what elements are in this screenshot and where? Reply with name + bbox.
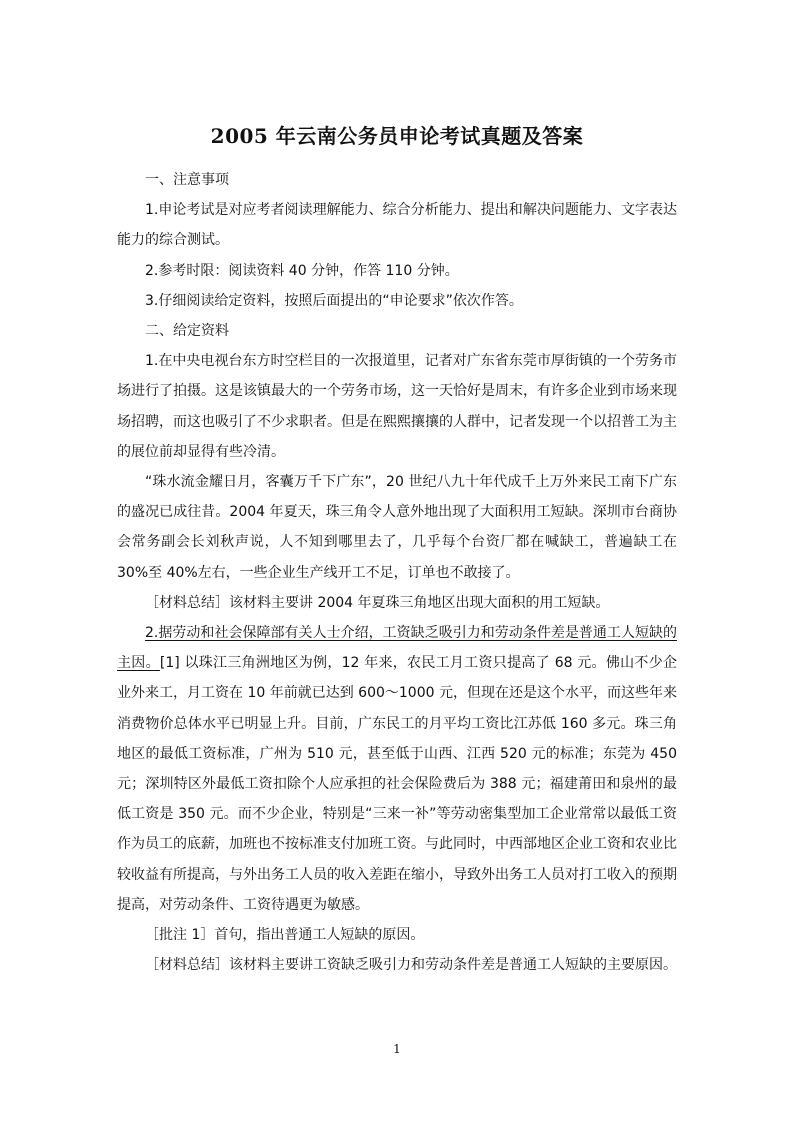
notice-item-3: 3.仔细阅读给定资料，按照后面提出的“申论要求”依次作答。 <box>145 292 523 309</box>
section-heading-materials: 二、给定资料 <box>145 323 229 340</box>
material-1-paragraph-2: “珠水流金耀日月，客囊万千下广东”，20 世纪八九十年代成千上万外来民工南下广东的盛况已成往昔。2004 年夏天，珠三角令人意外地出现了大面积用工短缺。深圳市台商协会常务副会长刘秋声说，人不知到哪里去了，几乎每个台资厂都在喊缺工，普遍缺工在 30%至 40%左右，一些企业生产线开工不足，订单也不敢接了。 <box>117 474 677 581</box>
material-2-annotation: ［批注 1］首句，指出普通工人短缺的原因。 <box>145 927 425 944</box>
material-2-summary: ［材料总结］该材料主要讲工资缺乏吸引力和劳动条件差是普通工人短缺的主要原因。 <box>145 957 677 974</box>
notice-item-2: 2.参考时限：阅读资料 40 分钟，作答 110 分钟。 <box>145 262 459 279</box>
material-2-underlined-sentence: 2.据劳动和社会保障部有关人士介绍，工资缺乏吸引力和劳动条件差是普通工人短缺的主因。 <box>117 625 677 672</box>
notice-item-1: 1.申论考试是对应考者阅读理解能力、综合分析能力、提出和解决问题能力、文字表达能力的综合测试。 <box>117 202 677 249</box>
material-2-paragraph <box>117 618 677 920</box>
page-number: 1 <box>393 1042 401 1056</box>
document-title: 2005 年云南公务员申论考试真题及答案 <box>210 124 584 148</box>
section-heading-notice: 一、注意事项 <box>145 172 229 188</box>
material-1-summary: ［材料总结］该材料主要讲 2004 年夏珠三角地区出现大面积的用工短缺。 <box>145 594 610 611</box>
document-body <box>117 165 677 980</box>
material-2-text: [1] 以珠江三角洲地区为例，12 年来，农民工月工资只提高了 68 元。佛山不少企业外来工，月工资在 10 年前就已达到 600～1000 元，但现在还是这个水平，而这些年来消费物价总体水平已明显上升。目前，广东民工的月平均工资比江苏低 160 多元。珠三角地区的最低工资标准，广州为 510 元，甚至低于山西、江西 520 元的标准；东莞为 450 元；深圳特区外最低工资扣除个人应承担的社会保险费后为 388 元；福建莆田和泉州的最低工资是 350 元。而不少企业，特别是“三来一补”等劳动密集型加工企业常常以最低工资作为员工的底薪，加班也不按标准支付加班工资。与此同时，中西部地区企业工资和农业比较收益有所提高，与外出务工人员的收入差距在缩小，导致外出务工人员对打工收入的预期提高，对劳动条件、工资待遇更为敏感。 <box>117 655 677 913</box>
material-1-paragraph-1: 1.在中央电视台东方时空栏目的一次报道里，记者对广东省东莞市厚街镇的一个劳务市场进行了拍摄。这是该镇最大的一个劳务市场，这一天恰好是周末，有许多企业到市场来现场招聘，而这也吸引了不少求职者。但是在熙熙攘攘的人群中，记者发现一个以招普工为主的展位前却显得有些冷清。 <box>117 353 677 460</box>
